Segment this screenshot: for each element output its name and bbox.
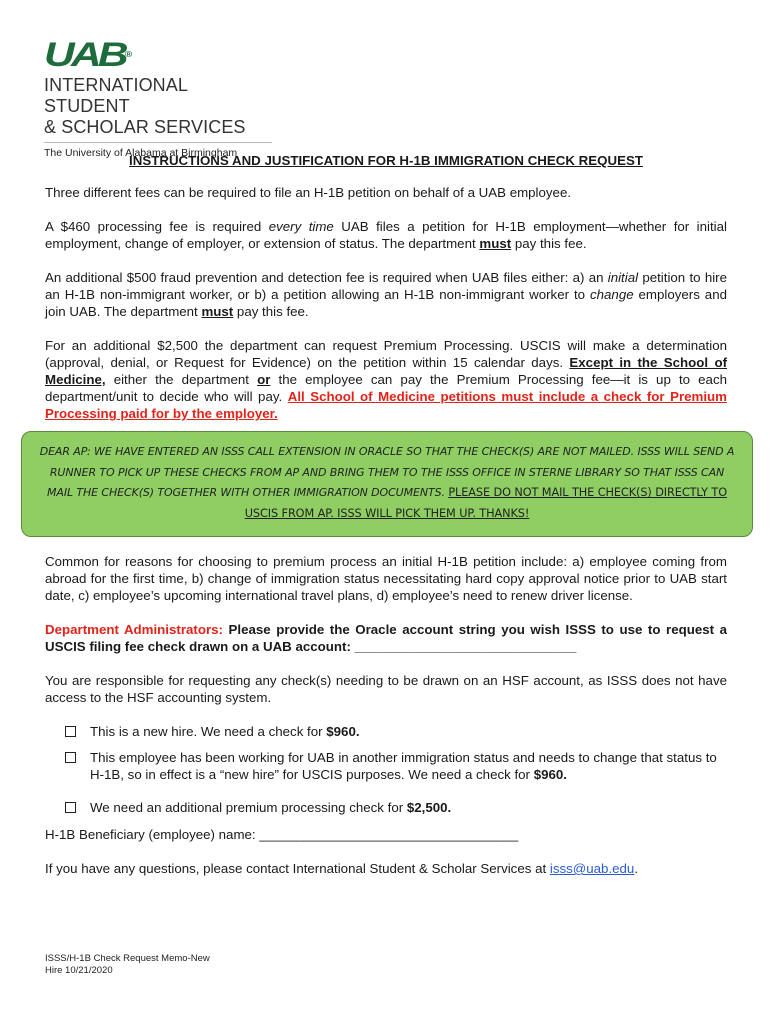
- check-options: [65, 723, 727, 816]
- org-name-line2: & SCHOLAR SERVICES: [44, 117, 246, 137]
- checkbox[interactable]: [65, 802, 76, 813]
- footer-line2: Hire 10/21/2020: [45, 965, 113, 976]
- org-name-line1: INTERNATIONAL STUDENT: [44, 75, 188, 116]
- footer-line1: ISSS/H-1B Check Request Memo-New: [45, 953, 210, 964]
- do-not-mail-notice: PLEASE DO NOT MAIL THE CHECK(S) DIRECTLY TO USCIS FROM AP. ISSS WILL PICK THEM UP. THANKS!: [244, 486, 727, 520]
- check-option-premium[interactable]: We need an additional premium processing check for $2,500.: [65, 799, 727, 816]
- email-link[interactable]: isss@uab.edu: [549, 861, 635, 876]
- logo-divider: [44, 142, 272, 143]
- contact-paragraph: If you have any questions, please contact International Student & Scholar Services at isss@uab.edu.: [45, 861, 639, 876]
- document-footer: [45, 953, 210, 977]
- premium-processing-paragraph: For an additional $2,500 the department can request Premium Processing. USCIS will make a determination (approval, denial, or Request for Evidence) on the petition within 15 calendar days. Except in the School of Medicine, either the department or the employee can pay the Premium Processing fee—it is up to each department/unit to decide who will pay. All School of Medicine petitions must include a check for Premium Processing paid for by the employer.: [45, 338, 727, 421]
- premium-reasons-paragraph: Common for reasons for choosing to premium process an initial H-1B petition include: a) employee coming from abroad for the first time, b) change of immigration status necessitating hard copy approval notice prior to UAB start date, c) employee’s upcoming international travel plans, d) employee’s need to renew driver license.: [45, 554, 727, 603]
- check-option-change-status[interactable]: This employee has been working for UAB in another immigration status and needs to change that status to H-1B, so in effect is a “new hire” for USCIS purposes. We need a check for $960.: [65, 749, 727, 783]
- beneficiary-name-field: H-1B Beneficiary (employee) name: ___________________________________: [45, 827, 519, 842]
- hsf-account-paragraph: You are responsible for requesting any check(s) needing to be drawn on an HSF account, as ISSS does not have access to the HSF accounting system.: [45, 673, 727, 705]
- memo-body: [39, 152, 735, 894]
- uab-logo-mark: UAB®: [44, 36, 133, 74]
- intro-paragraph: Three different fees can be required to file an H-1B petition on behalf of a UAB employee.: [45, 185, 572, 200]
- uab-isss-logo: [44, 36, 276, 159]
- oracle-account-request: Department Administrators: Please provide the Oracle account string you wish ISSS to use to request a USCIS filing fee check drawn on a UAB account: ______________________________: [45, 622, 727, 654]
- dept-admin-label: Department Administrators:: [45, 622, 223, 637]
- ap-notice-callout: [21, 431, 753, 537]
- university-name: The University of Alabama at Birmingham: [44, 147, 238, 159]
- processing-fee-paragraph: A $460 processing fee is required every time UAB files a petition for H-1B employment—whether for initial employment, change of employer, or extension of status. The department must pay this fee.: [45, 219, 727, 251]
- check-option-new-hire[interactable]: This is a new hire. We need a check for $960.: [65, 723, 727, 740]
- checkbox[interactable]: [65, 726, 76, 737]
- ap-notice-text: DEAR AP: WE HAVE ENTERED AN ISSS CALL EXTENSION IN ORACLE SO THAT THE CHECK(S) ARE NOT MAILED. ISSS WILL SEND A RUNNER TO PICK UP THESE CHECKS FROM AP AND BRING THEM TO THE ISSS OFFICE IN STERNE LIBRARY SO THAT ISSS CAN MAIL THE CHECK(S) TOGETHER WITH OTHER IMMIGRATION DOCUMENTS.: [39, 445, 735, 499]
- fraud-fee-paragraph: An additional $500 fraud prevention and detection fee is required when UAB files either: a) an initial petition to hire an H-1B non-immigrant worker, or b) a petition allowing an H-1B non-immigrant worker to change employers and join UAB. The department must pay this fee.: [45, 270, 727, 319]
- checkbox[interactable]: [65, 752, 76, 763]
- page-title: INSTRUCTIONS AND JUSTIFICATION FOR H-1B IMMIGRATION CHECK REQUEST: [129, 153, 643, 168]
